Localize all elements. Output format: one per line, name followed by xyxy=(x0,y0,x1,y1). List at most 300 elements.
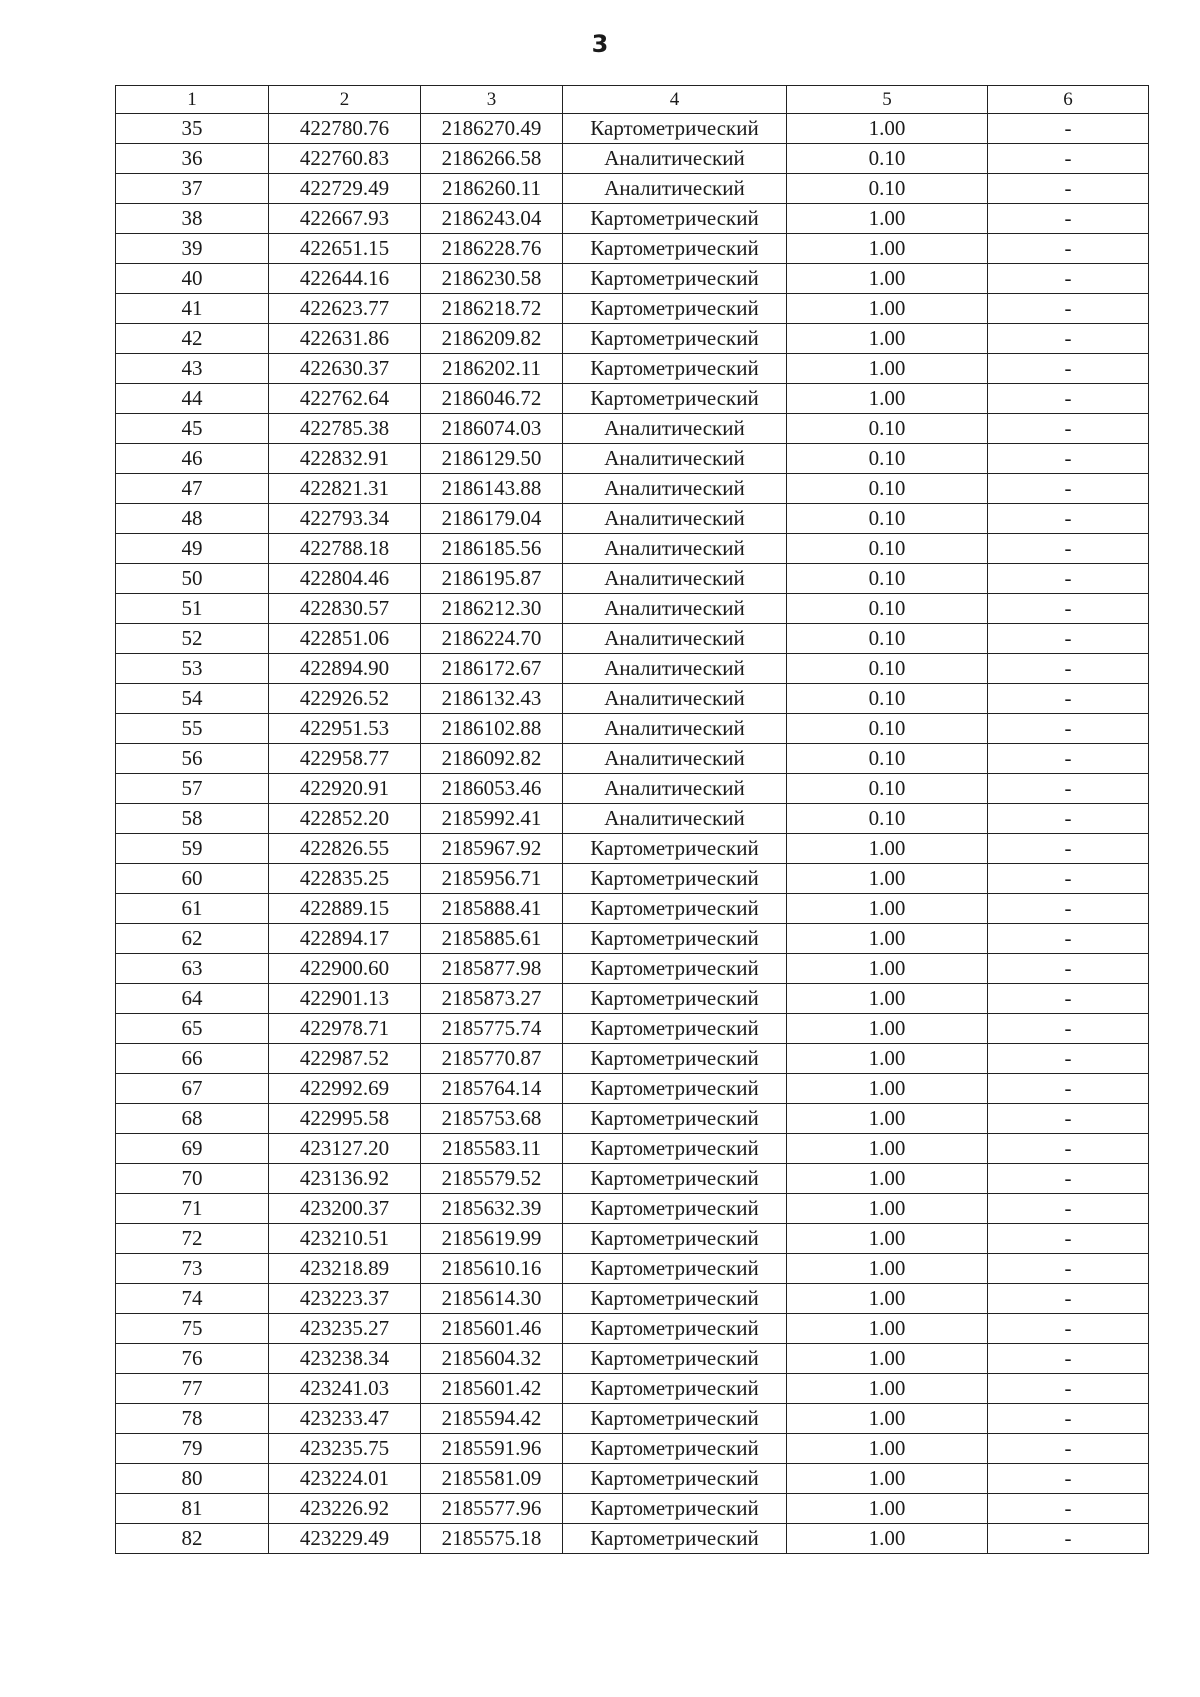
x-coordinate-cell: 423235.75 xyxy=(269,1434,421,1464)
method-cell: Картометрический xyxy=(563,1404,787,1434)
accuracy-cell: 1.00 xyxy=(787,834,988,864)
x-coordinate-cell: 422804.46 xyxy=(269,564,421,594)
note-cell: - xyxy=(988,474,1149,504)
point-number-cell: 36 xyxy=(116,144,269,174)
y-coordinate-cell: 2185992.41 xyxy=(421,804,563,834)
y-coordinate-cell: 2185764.14 xyxy=(421,1074,563,1104)
point-number-cell: 43 xyxy=(116,354,269,384)
note-cell: - xyxy=(988,1464,1149,1494)
y-coordinate-cell: 2186102.88 xyxy=(421,714,563,744)
y-coordinate-cell: 2185594.42 xyxy=(421,1404,563,1434)
point-number-cell: 39 xyxy=(116,234,269,264)
x-coordinate-cell: 422894.17 xyxy=(269,924,421,954)
y-coordinate-cell: 2186143.88 xyxy=(421,474,563,504)
point-number-cell: 65 xyxy=(116,1014,269,1044)
y-coordinate-cell: 2186046.72 xyxy=(421,384,563,414)
y-coordinate-cell: 2185632.39 xyxy=(421,1194,563,1224)
table-row xyxy=(116,534,1149,564)
note-cell: - xyxy=(988,1074,1149,1104)
table-row xyxy=(116,1494,1149,1524)
note-cell: - xyxy=(988,894,1149,924)
table-row xyxy=(116,1134,1149,1164)
method-cell: Картометрический xyxy=(563,864,787,894)
x-coordinate-cell: 422785.38 xyxy=(269,414,421,444)
note-cell: - xyxy=(988,1404,1149,1434)
point-number-cell: 52 xyxy=(116,624,269,654)
accuracy-cell: 1.00 xyxy=(787,954,988,984)
point-number-cell: 60 xyxy=(116,864,269,894)
method-cell: Картометрический xyxy=(563,234,787,264)
y-coordinate-cell: 2186224.70 xyxy=(421,624,563,654)
table-row xyxy=(116,384,1149,414)
method-cell: Картометрический xyxy=(563,834,787,864)
point-number-cell: 53 xyxy=(116,654,269,684)
point-number-cell: 62 xyxy=(116,924,269,954)
point-number-cell: 71 xyxy=(116,1194,269,1224)
point-number-cell: 70 xyxy=(116,1164,269,1194)
x-coordinate-cell: 422889.15 xyxy=(269,894,421,924)
accuracy-cell: 0.10 xyxy=(787,654,988,684)
accuracy-cell: 1.00 xyxy=(787,1404,988,1434)
note-cell: - xyxy=(988,234,1149,264)
note-cell: - xyxy=(988,1254,1149,1284)
table-row xyxy=(116,174,1149,204)
point-number-cell: 75 xyxy=(116,1314,269,1344)
x-coordinate-cell: 422630.37 xyxy=(269,354,421,384)
method-cell: Аналитический xyxy=(563,594,787,624)
method-cell: Аналитический xyxy=(563,144,787,174)
note-cell: - xyxy=(988,594,1149,624)
point-number-cell: 47 xyxy=(116,474,269,504)
header-row xyxy=(116,86,1149,114)
table-row xyxy=(116,744,1149,774)
accuracy-cell: 0.10 xyxy=(787,474,988,504)
method-cell: Картометрический xyxy=(563,354,787,384)
y-coordinate-cell: 2185601.42 xyxy=(421,1374,563,1404)
method-cell: Картометрический xyxy=(563,954,787,984)
point-number-cell: 72 xyxy=(116,1224,269,1254)
note-cell: - xyxy=(988,1494,1149,1524)
table-row xyxy=(116,954,1149,984)
note-cell: - xyxy=(988,804,1149,834)
accuracy-cell: 0.10 xyxy=(787,144,988,174)
y-coordinate-cell: 2185591.96 xyxy=(421,1434,563,1464)
point-number-cell: 76 xyxy=(116,1344,269,1374)
accuracy-cell: 1.00 xyxy=(787,354,988,384)
note-cell: - xyxy=(988,834,1149,864)
x-coordinate-cell: 423241.03 xyxy=(269,1374,421,1404)
x-coordinate-cell: 423226.92 xyxy=(269,1494,421,1524)
point-number-cell: 78 xyxy=(116,1404,269,1434)
y-coordinate-cell: 2186129.50 xyxy=(421,444,563,474)
method-cell: Картометрический xyxy=(563,1494,787,1524)
note-cell: - xyxy=(988,1284,1149,1314)
x-coordinate-cell: 422958.77 xyxy=(269,744,421,774)
x-coordinate-cell: 423210.51 xyxy=(269,1224,421,1254)
y-coordinate-cell: 2185601.46 xyxy=(421,1314,563,1344)
y-coordinate-cell: 2186230.58 xyxy=(421,264,563,294)
note-cell: - xyxy=(988,1164,1149,1194)
y-coordinate-cell: 2186260.11 xyxy=(421,174,563,204)
column-header-1: 1 xyxy=(116,86,269,114)
table-row xyxy=(116,144,1149,174)
y-coordinate-cell: 2185604.32 xyxy=(421,1344,563,1374)
table-row xyxy=(116,504,1149,534)
y-coordinate-cell: 2185885.61 xyxy=(421,924,563,954)
table-row xyxy=(116,714,1149,744)
method-cell: Картометрический xyxy=(563,924,787,954)
accuracy-cell: 1.00 xyxy=(787,1074,988,1104)
point-number-cell: 66 xyxy=(116,1044,269,1074)
note-cell: - xyxy=(988,1224,1149,1254)
accuracy-cell: 1.00 xyxy=(787,1134,988,1164)
method-cell: Аналитический xyxy=(563,174,787,204)
point-number-cell: 63 xyxy=(116,954,269,984)
point-number-cell: 67 xyxy=(116,1074,269,1104)
y-coordinate-cell: 2185577.96 xyxy=(421,1494,563,1524)
column-header-5: 5 xyxy=(787,86,988,114)
method-cell: Аналитический xyxy=(563,564,787,594)
accuracy-cell: 1.00 xyxy=(787,1224,988,1254)
method-cell: Картометрический xyxy=(563,1284,787,1314)
method-cell: Картометрический xyxy=(563,894,787,924)
method-cell: Картометрический xyxy=(563,294,787,324)
x-coordinate-cell: 423218.89 xyxy=(269,1254,421,1284)
point-number-cell: 68 xyxy=(116,1104,269,1134)
y-coordinate-cell: 2185610.16 xyxy=(421,1254,563,1284)
note-cell: - xyxy=(988,114,1149,144)
y-coordinate-cell: 2185775.74 xyxy=(421,1014,563,1044)
x-coordinate-cell: 423238.34 xyxy=(269,1344,421,1374)
method-cell: Аналитический xyxy=(563,504,787,534)
point-number-cell: 55 xyxy=(116,714,269,744)
x-coordinate-cell: 422667.93 xyxy=(269,204,421,234)
method-cell: Картометрический xyxy=(563,1254,787,1284)
method-cell: Картометрический xyxy=(563,1104,787,1134)
x-coordinate-cell: 422644.16 xyxy=(269,264,421,294)
point-number-cell: 80 xyxy=(116,1464,269,1494)
table-row xyxy=(116,444,1149,474)
table-header xyxy=(116,86,1149,114)
note-cell: - xyxy=(988,1104,1149,1134)
point-number-cell: 41 xyxy=(116,294,269,324)
x-coordinate-cell: 422926.52 xyxy=(269,684,421,714)
note-cell: - xyxy=(988,1524,1149,1554)
y-coordinate-cell: 2185753.68 xyxy=(421,1104,563,1134)
point-number-cell: 49 xyxy=(116,534,269,564)
y-coordinate-cell: 2186243.04 xyxy=(421,204,563,234)
point-number-cell: 46 xyxy=(116,444,269,474)
method-cell: Аналитический xyxy=(563,624,787,654)
accuracy-cell: 1.00 xyxy=(787,294,988,324)
table-row xyxy=(116,1314,1149,1344)
note-cell: - xyxy=(988,1014,1149,1044)
y-coordinate-cell: 2186053.46 xyxy=(421,774,563,804)
note-cell: - xyxy=(988,264,1149,294)
accuracy-cell: 0.10 xyxy=(787,504,988,534)
accuracy-cell: 1.00 xyxy=(787,1254,988,1284)
x-coordinate-cell: 422793.34 xyxy=(269,504,421,534)
note-cell: - xyxy=(988,174,1149,204)
method-cell: Аналитический xyxy=(563,684,787,714)
y-coordinate-cell: 2185579.52 xyxy=(421,1164,563,1194)
y-coordinate-cell: 2186179.04 xyxy=(421,504,563,534)
y-coordinate-cell: 2186228.76 xyxy=(421,234,563,264)
note-cell: - xyxy=(988,1374,1149,1404)
accuracy-cell: 1.00 xyxy=(787,1194,988,1224)
accuracy-cell: 0.10 xyxy=(787,744,988,774)
x-coordinate-cell: 422901.13 xyxy=(269,984,421,1014)
table-row xyxy=(116,804,1149,834)
table-row xyxy=(116,1374,1149,1404)
y-coordinate-cell: 2185614.30 xyxy=(421,1284,563,1314)
note-cell: - xyxy=(988,564,1149,594)
y-coordinate-cell: 2185583.11 xyxy=(421,1134,563,1164)
accuracy-cell: 0.10 xyxy=(787,414,988,444)
point-number-cell: 54 xyxy=(116,684,269,714)
accuracy-cell: 1.00 xyxy=(787,984,988,1014)
note-cell: - xyxy=(988,954,1149,984)
accuracy-cell: 1.00 xyxy=(787,384,988,414)
note-cell: - xyxy=(988,1194,1149,1224)
table-row xyxy=(116,834,1149,864)
point-number-cell: 56 xyxy=(116,744,269,774)
table-row xyxy=(116,654,1149,684)
table-row xyxy=(116,1194,1149,1224)
table-row xyxy=(116,924,1149,954)
table-row xyxy=(116,1404,1149,1434)
table-row xyxy=(116,1254,1149,1284)
y-coordinate-cell: 2185873.27 xyxy=(421,984,563,1014)
table-row xyxy=(116,294,1149,324)
note-cell: - xyxy=(988,1434,1149,1464)
y-coordinate-cell: 2186266.58 xyxy=(421,144,563,174)
method-cell: Картометрический xyxy=(563,324,787,354)
x-coordinate-cell: 422651.15 xyxy=(269,234,421,264)
x-coordinate-cell: 423224.01 xyxy=(269,1464,421,1494)
method-cell: Картометрический xyxy=(563,114,787,144)
point-number-cell: 35 xyxy=(116,114,269,144)
method-cell: Картометрический xyxy=(563,1014,787,1044)
table-row xyxy=(116,1164,1149,1194)
y-coordinate-cell: 2186209.82 xyxy=(421,324,563,354)
note-cell: - xyxy=(988,384,1149,414)
method-cell: Аналитический xyxy=(563,654,787,684)
point-number-cell: 42 xyxy=(116,324,269,354)
note-cell: - xyxy=(988,144,1149,174)
table-row xyxy=(116,564,1149,594)
method-cell: Аналитический xyxy=(563,444,787,474)
y-coordinate-cell: 2186218.72 xyxy=(421,294,563,324)
accuracy-cell: 1.00 xyxy=(787,1374,988,1404)
note-cell: - xyxy=(988,924,1149,954)
method-cell: Аналитический xyxy=(563,774,787,804)
table-row xyxy=(116,114,1149,144)
method-cell: Картометрический xyxy=(563,984,787,1014)
table-row xyxy=(116,984,1149,1014)
column-header-3: 3 xyxy=(421,86,563,114)
table-row xyxy=(116,234,1149,264)
method-cell: Аналитический xyxy=(563,714,787,744)
x-coordinate-cell: 422894.90 xyxy=(269,654,421,684)
method-cell: Картометрический xyxy=(563,384,787,414)
note-cell: - xyxy=(988,324,1149,354)
accuracy-cell: 0.10 xyxy=(787,564,988,594)
x-coordinate-cell: 422826.55 xyxy=(269,834,421,864)
point-number-cell: 73 xyxy=(116,1254,269,1284)
table-row xyxy=(116,264,1149,294)
y-coordinate-cell: 2185888.41 xyxy=(421,894,563,924)
point-number-cell: 40 xyxy=(116,264,269,294)
method-cell: Картометрический xyxy=(563,1374,787,1404)
x-coordinate-cell: 423229.49 xyxy=(269,1524,421,1554)
table-row xyxy=(116,1224,1149,1254)
y-coordinate-cell: 2186202.11 xyxy=(421,354,563,384)
x-coordinate-cell: 422780.76 xyxy=(269,114,421,144)
accuracy-cell: 1.00 xyxy=(787,1434,988,1464)
point-number-cell: 37 xyxy=(116,174,269,204)
column-header-4: 4 xyxy=(563,86,787,114)
note-cell: - xyxy=(988,864,1149,894)
y-coordinate-cell: 2186212.30 xyxy=(421,594,563,624)
table-row xyxy=(116,474,1149,504)
point-number-cell: 81 xyxy=(116,1494,269,1524)
accuracy-cell: 0.10 xyxy=(787,624,988,654)
method-cell: Картометрический xyxy=(563,1074,787,1104)
x-coordinate-cell: 422900.60 xyxy=(269,954,421,984)
table-row xyxy=(116,1284,1149,1314)
accuracy-cell: 0.10 xyxy=(787,684,988,714)
x-coordinate-cell: 422821.31 xyxy=(269,474,421,504)
point-number-cell: 48 xyxy=(116,504,269,534)
note-cell: - xyxy=(988,1134,1149,1164)
point-number-cell: 64 xyxy=(116,984,269,1014)
point-number-cell: 57 xyxy=(116,774,269,804)
method-cell: Картометрический xyxy=(563,1224,787,1254)
note-cell: - xyxy=(988,1044,1149,1074)
point-number-cell: 77 xyxy=(116,1374,269,1404)
note-cell: - xyxy=(988,294,1149,324)
method-cell: Картометрический xyxy=(563,1464,787,1494)
table-row xyxy=(116,1104,1149,1134)
x-coordinate-cell: 423127.20 xyxy=(269,1134,421,1164)
y-coordinate-cell: 2185619.99 xyxy=(421,1224,563,1254)
point-number-cell: 61 xyxy=(116,894,269,924)
point-number-cell: 69 xyxy=(116,1134,269,1164)
x-coordinate-cell: 422729.49 xyxy=(269,174,421,204)
x-coordinate-cell: 422995.58 xyxy=(269,1104,421,1134)
accuracy-cell: 1.00 xyxy=(787,204,988,234)
method-cell: Картометрический xyxy=(563,1314,787,1344)
table-row xyxy=(116,324,1149,354)
note-cell: - xyxy=(988,714,1149,744)
method-cell: Картометрический xyxy=(563,1194,787,1224)
column-header-2: 2 xyxy=(269,86,421,114)
point-number-cell: 79 xyxy=(116,1434,269,1464)
x-coordinate-cell: 422830.57 xyxy=(269,594,421,624)
point-number-cell: 82 xyxy=(116,1524,269,1554)
method-cell: Аналитический xyxy=(563,744,787,774)
accuracy-cell: 1.00 xyxy=(787,1044,988,1074)
method-cell: Аналитический xyxy=(563,474,787,504)
x-coordinate-cell: 423136.92 xyxy=(269,1164,421,1194)
y-coordinate-cell: 2185877.98 xyxy=(421,954,563,984)
y-coordinate-cell: 2185967.92 xyxy=(421,834,563,864)
y-coordinate-cell: 2186074.03 xyxy=(421,414,563,444)
note-cell: - xyxy=(988,1314,1149,1344)
note-cell: - xyxy=(988,774,1149,804)
y-coordinate-cell: 2185956.71 xyxy=(421,864,563,894)
accuracy-cell: 0.10 xyxy=(787,804,988,834)
x-coordinate-cell: 422762.64 xyxy=(269,384,421,414)
accuracy-cell: 0.10 xyxy=(787,774,988,804)
note-cell: - xyxy=(988,984,1149,1014)
method-cell: Картометрический xyxy=(563,204,787,234)
table-row xyxy=(116,684,1149,714)
table-row xyxy=(116,864,1149,894)
table-row xyxy=(116,414,1149,444)
accuracy-cell: 1.00 xyxy=(787,234,988,264)
x-coordinate-cell: 422978.71 xyxy=(269,1014,421,1044)
x-coordinate-cell: 422832.91 xyxy=(269,444,421,474)
accuracy-cell: 0.10 xyxy=(787,594,988,624)
note-cell: - xyxy=(988,534,1149,564)
y-coordinate-cell: 2186185.56 xyxy=(421,534,563,564)
y-coordinate-cell: 2185581.09 xyxy=(421,1464,563,1494)
y-coordinate-cell: 2186132.43 xyxy=(421,684,563,714)
column-header-6: 6 xyxy=(988,86,1149,114)
accuracy-cell: 1.00 xyxy=(787,1464,988,1494)
method-cell: Картометрический xyxy=(563,1434,787,1464)
x-coordinate-cell: 422631.86 xyxy=(269,324,421,354)
method-cell: Картометрический xyxy=(563,1134,787,1164)
accuracy-cell: 1.00 xyxy=(787,864,988,894)
note-cell: - xyxy=(988,444,1149,474)
accuracy-cell: 0.10 xyxy=(787,174,988,204)
point-number-cell: 58 xyxy=(116,804,269,834)
accuracy-cell: 1.00 xyxy=(787,894,988,924)
accuracy-cell: 0.10 xyxy=(787,444,988,474)
table-row xyxy=(116,1074,1149,1104)
note-cell: - xyxy=(988,504,1149,534)
point-number-cell: 45 xyxy=(116,414,269,444)
x-coordinate-cell: 422623.77 xyxy=(269,294,421,324)
table-row xyxy=(116,894,1149,924)
accuracy-cell: 1.00 xyxy=(787,1344,988,1374)
coordinates-table xyxy=(115,85,1149,1554)
point-number-cell: 44 xyxy=(116,384,269,414)
accuracy-cell: 1.00 xyxy=(787,264,988,294)
table-row xyxy=(116,624,1149,654)
point-number-cell: 59 xyxy=(116,834,269,864)
note-cell: - xyxy=(988,204,1149,234)
method-cell: Картометрический xyxy=(563,264,787,294)
accuracy-cell: 0.10 xyxy=(787,534,988,564)
x-coordinate-cell: 423223.37 xyxy=(269,1284,421,1314)
x-coordinate-cell: 422987.52 xyxy=(269,1044,421,1074)
note-cell: - xyxy=(988,654,1149,684)
x-coordinate-cell: 423235.27 xyxy=(269,1314,421,1344)
method-cell: Картометрический xyxy=(563,1524,787,1554)
x-coordinate-cell: 423200.37 xyxy=(269,1194,421,1224)
accuracy-cell: 1.00 xyxy=(787,1314,988,1344)
note-cell: - xyxy=(988,414,1149,444)
point-number-cell: 50 xyxy=(116,564,269,594)
page-number: 3 xyxy=(591,30,609,58)
accuracy-cell: 1.00 xyxy=(787,924,988,954)
accuracy-cell: 1.00 xyxy=(787,1284,988,1314)
accuracy-cell: 1.00 xyxy=(787,1494,988,1524)
